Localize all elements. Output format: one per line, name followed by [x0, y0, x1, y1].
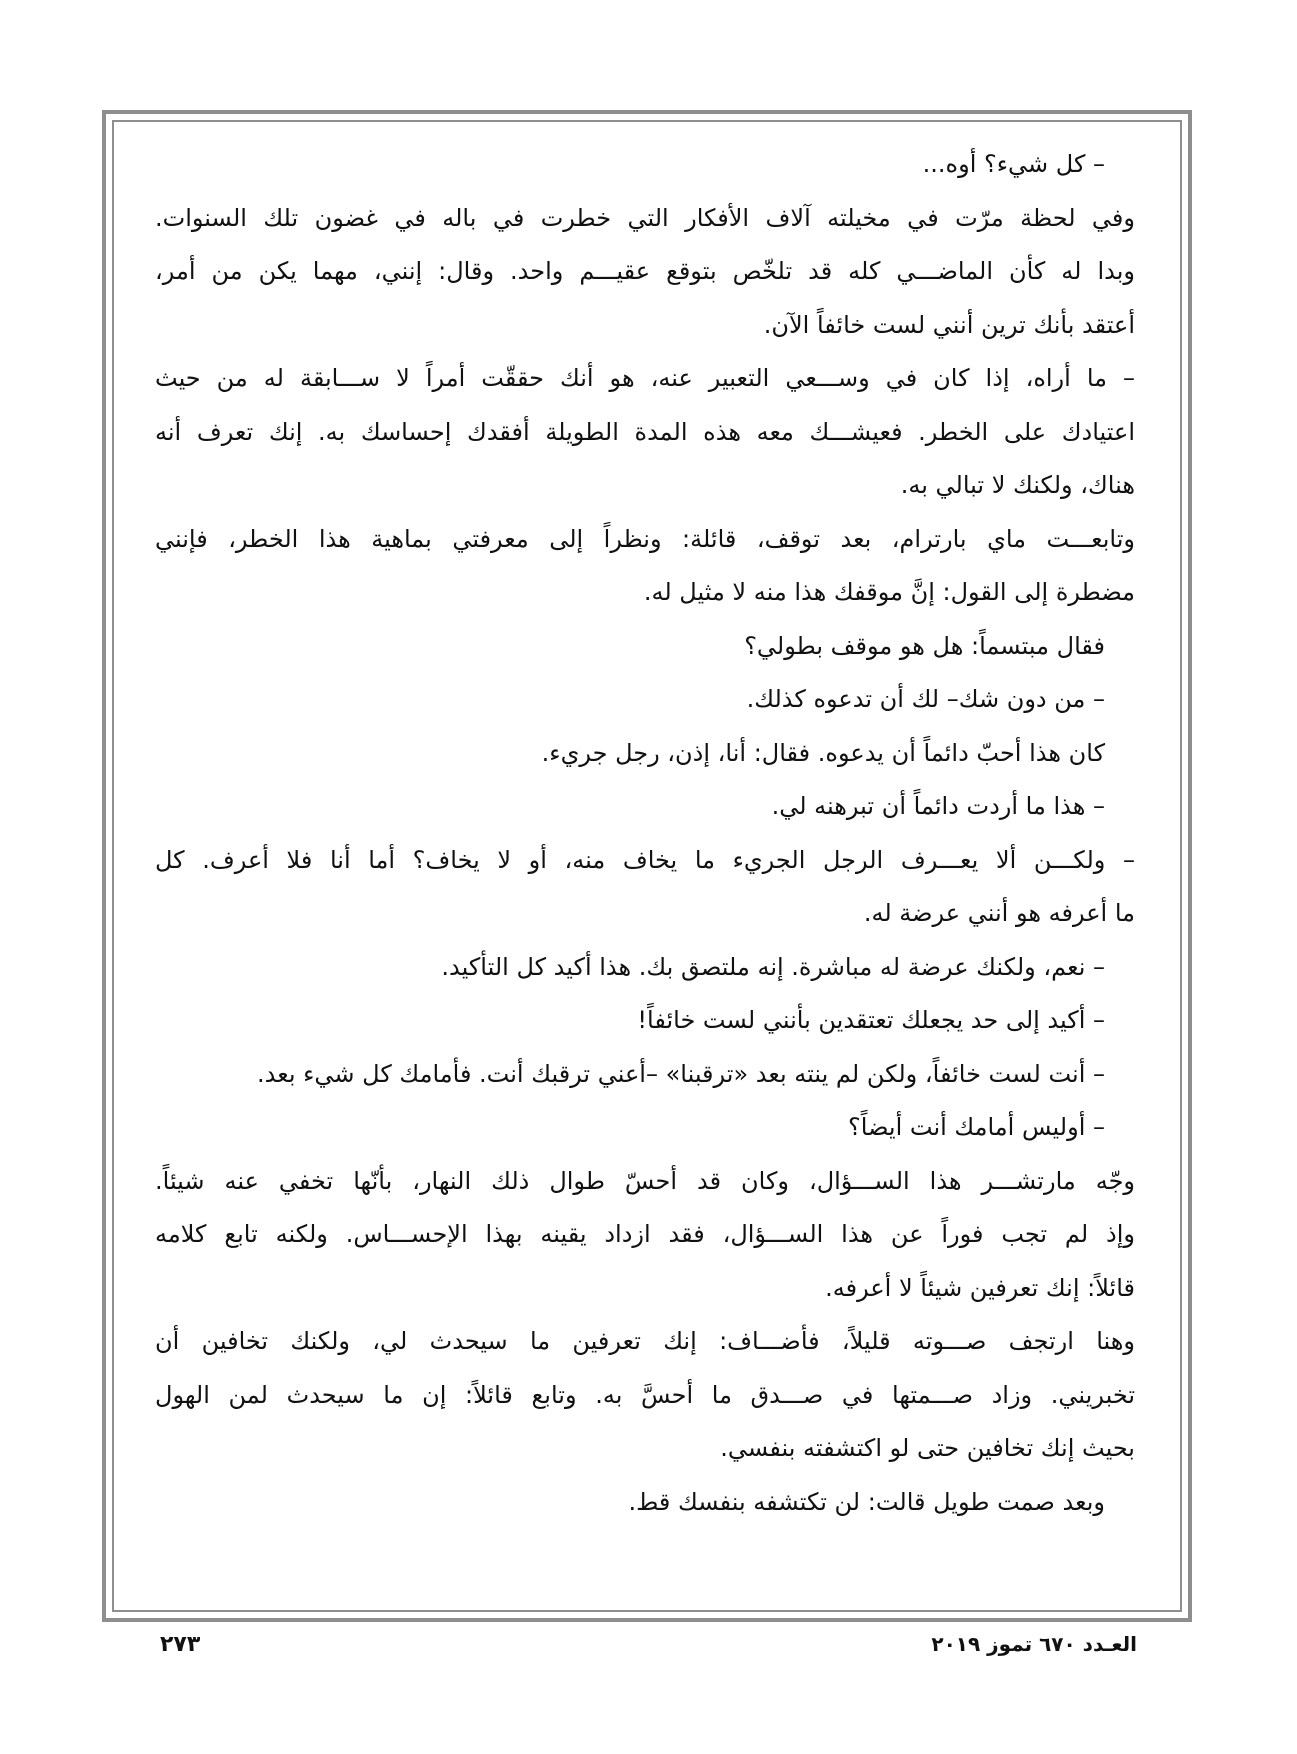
text-line: – أكيد إلى حد يجعلك تعتقدين بأنني لست خائفاً!	[637, 1006, 1105, 1034]
text-line: – كل شيء؟ أوه...	[922, 150, 1105, 178]
text-line: – ولكـــن ألا يعـــرف الرجل الجريء ما يخاف منه، أو لا يخاف؟ أما أنا فلا أعرف. كل	[155, 845, 1135, 874]
text-line: كان هذا أحبّ دائماً أن يدعوه. فقال: أنا، إذن، رجل جريء.	[541, 738, 1105, 767]
text-line: تخبريني. وزاد صـــمتها في صـــدق ما أحسَّ به. وتابع قائلاً: إن ما سيحدث لمن الهول	[155, 1380, 1135, 1409]
article-text	[155, 138, 1135, 1529]
page-number: ٢٧٣	[160, 1632, 201, 1657]
text-line: وإذ لم تجب فوراً عن هذا الســـؤال، فقد ازداد يقينه بهذا الإحســـاس. ولكنه تابع كلامه	[155, 1220, 1135, 1248]
text-line: فقال مبتسماً: هل هو موقف بطولي؟	[744, 631, 1105, 660]
issue-info: العـدد ٦٧٠ تموز ٢٠١٩	[931, 1632, 1137, 1656]
text-line: ما أعرفه هو أنني عرضة له.	[863, 899, 1135, 927]
text-line: – ما أراه، إذا كان في وســـعي التعبير عنه، هو أنك حققّت أمراً لا ســـابقة له من حيث	[155, 364, 1135, 392]
text-line: قائلاً: إنك تعرفين شيئاً لا أعرفه.	[825, 1273, 1135, 1302]
text-line: – نعم، ولكنك عرضة له مباشرة. إنه ملتصق بك. هذا أكيد كل التأكيد.	[441, 952, 1105, 981]
text-line: وبعد صمت طويل قالت: لن تكتشفه بنفسك قط.	[628, 1487, 1105, 1516]
text-line: اعتيادك على الخطر. فعيشـــك معه هذه المدة الطويلة أفقدك إحساسك به. إنك تعرف أنه	[155, 417, 1135, 446]
text-line: أعتقد بأنك ترين أنني لست خائفاً الآن.	[763, 310, 1135, 339]
text-line: وهنا ارتجف صـــوته قليلاً، فأضـــاف: إنك تعرفين ما سيحدث لي، ولكنك تخافين أن	[155, 1327, 1135, 1355]
text-line: – أنت لست خائفاً، ولكن لم ينته بعد «ترقبنا» –أعني ترقبك أنت. فأمامك كل شيء بعد.	[257, 1059, 1105, 1088]
page-footer	[0, 1632, 1297, 1672]
text-line: وفي لحظة مرّت في مخيلته آلاف الأفكار التي خطرت في باله في غضون تلك السنوات.	[155, 203, 1135, 232]
text-line: – هذا ما أردت دائماً أن تبرهنه لي.	[771, 792, 1105, 820]
text-line: وتابعـــت ماي بارترام، بعد توقف، قائلة: ونظراً إلى معرفتي بماهية هذا الخطر، فإنني	[155, 524, 1135, 553]
text-line: وبدا له كأن الماضـــي كله قد تلخّص بتوقع عقيـــم واحد. وقال: إنني، مهما يكن من أمر،	[155, 257, 1135, 285]
text-line: – أوليس أمامك أنت أيضاً؟	[848, 1113, 1105, 1141]
text-line: – من دون شك– لك أن تدعوه كذلك.	[746, 685, 1105, 713]
text-line: هناك، ولكنك لا تبالي به.	[900, 471, 1135, 499]
text-line: وجّه مارتشـــر هذا الســـؤال، وكان قد أحسّ طوال ذلك النهار، بأنّها تخفي عنه شيئاً.	[155, 1166, 1135, 1195]
text-line: مضطرة إلى القول: إنَّ موقفك هذا منه لا مثيل له.	[643, 578, 1135, 606]
text-line: بحيث إنك تخافين حتى لو اكتشفته بنفسي.	[720, 1434, 1135, 1462]
